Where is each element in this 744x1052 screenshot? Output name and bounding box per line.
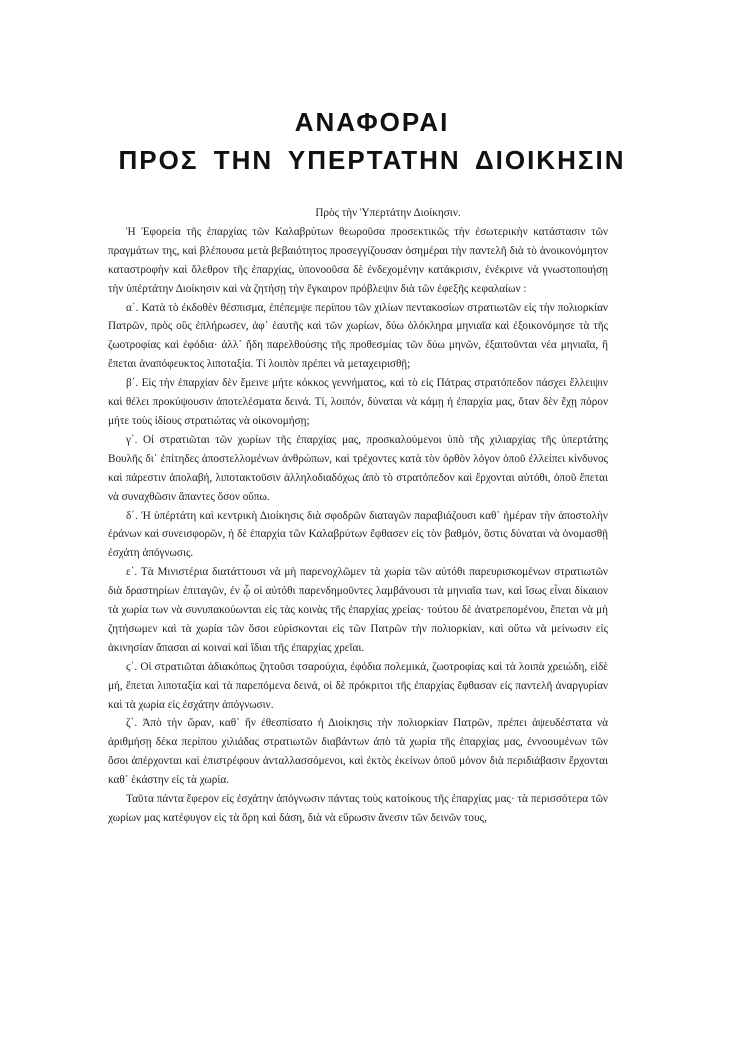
paragraph-alpha: α΄. Κατὰ τὸ ἐκδοθὲν θέσπισμα, ἐπέπεμψε περίπου τῶν χιλίων πεντακοσίων στρατιωτῶν εἰς τὴν πολιορκίαν Πατρῶν, πρὸς οὓς ἐπλήρωσεν, ἀφ᾽ ἑαυτῆς καὶ τῶν χωρίων, δύω ὁλόκληρα μηνιαῖα καὶ ἐξοικονόμησε τὰ τῆς ζωοτροφίας καὶ ἐφόδια· ἀλλ᾽ ἤδη παρελθούσης τῆς προθεσμίας τῶν δύω μηνῶν, ἐξαιτοῦνται νέα μηνιαῖα, ἢ ἕπεται ἀναπόφευκτος λιποταξία. Τί λοιπὸν πρέπει νὰ μεταχειρισθῇ; [108,301,608,371]
paragraph-epsilon: ε΄. Τὰ Μινιστέρια διατάττουσι νὰ μὴ παρενοχλῶμεν τὰ χωρία τῶν αὐτόθι παρευρισκομένων στρατιωτῶν διὰ δραστηρίων ἐπιταγῶν, ἐν ᾧ οἱ αὐτόθι παρενδημοῦντες λαμβάνουσι τὰ μηνιαῖα των, καὶ ἴσως εἶναι δίκαιον τὰ χωρία των νὰ συνυπακούωνται εἰς τὰς κοινὰς τῆς ἐπαρχίας χρείας· τούτου δὲ ἀνατρεπομένου, ἕπεται νὰ μὴ ζητήσωμεν καὶ τὰ χωρία τῶν ὅσοι εὑρίσκονται εἰς τῶν Πατρῶν τὴν πολιορκίαν, καὶ οὕτω νὰ μείνωσιν εἰς ἀκινησίαν ἅπασαι αἱ κοιναὶ καὶ ἴδιαι τῆς ἐπαρχίας χρεῖαι. [108,566,608,654]
paragraph-delta: δ΄. Ἡ ὑπέρτάτη καὶ κεντρικὴ Διοίκησις διὰ σφοδρῶν διαταγῶν παραβιάζουσι καθ᾽ ἡμέραν τὴν ἀποστολὴν ἐράνων καὶ συνεισφορῶν, ἡ δὲ ἐπαρχία τῶν Καλαβρύτων ἔφθασεν εἰς τὸν βαθμόν, ὅστις δύναται νὰ ὀνομασθῇ ἐσχάτη ἀπόγνωσις. [108,509,608,560]
title-line-1: ΑΝΑΦΟΡΑΙ [294,107,450,137]
title-line-2: ΠΡΟΣ ΤΗΝ ΥΠΕΡΤΑΤΗΝ ΔΙΟΙΚΗΣΙΝ [118,145,626,175]
title-block [0,103,744,179]
paragraph-gamma: γ΄. Οἱ στρατιῶται τῶν χωρίων τῆς ἐπαρχίας μας, προσκαλούμενοι ὑπὸ τῆς χιλιαρχίας τῆς ὑπερτάτης Βουλῆς δι᾽ ἐπίτηδες ἀποστελλομένων ἀνθρώπων, καὶ τρέχοντες κατὰ τὸν ὀρθὸν λόγον ὁποῦ ἐλλείπει κίνδυνος καὶ πάρεστιν ἀπολαβή, λιποτακτοῦσιν ἀλληλοδιαδόχως ἀπὸ τὸ στρατόπεδον καὶ ἔρχονται αὐτόθι, ὁποῦ ἕπεται νὰ συναχθῶσιν ἅπαντες ὅσον οὔπω. [108,433,608,503]
paragraph-stigma: ϛ΄. Οἱ στρατιῶται ἀδιακόπως ζητοῦσι τσαρούχια, ἐφόδια πολεμικά, ζωοτροφίας καὶ τὰ λοιπὰ χρειώδη, εἰδὲ μή, ἕπεται λιποταξία καὶ τὰ παρεπόμενα δεινά, οἱ δὲ πρόκριτοι τῆς ἐπαρχίας ἔφθασαν εἰς παντελῆ ἀναργυρίαν καὶ τὰ χωρία εἰς ἐσχάτην ἀπόγνωσιν. [108,660,608,711]
addressee-line: Πρὸς τὴν Ὑπερτάτην Διοίκησιν. [315,207,461,219]
paragraph-closing: Ταῦτα πάντα ἔφερον εἰς ἐσχάτην ἀπόγνωσιν πάντας τοὺς κατοίκους τῆς ἐπαρχίας μας· τὰ περισσότερα τῶν χωρίων μας κατέφυγον εἰς τὰ ὄρη καὶ δάση, διὰ νὰ εὕρωσιν ἄνεσιν τῶν δεινῶν τους, [108,793,608,824]
paragraph-intro: Ἡ Ἐφορεία τῆς ἐπαρχίας τῶν Καλαβρύτων θεωροῦσα προσεκτικῶς τὴν ἐσωτερικὴν κατάστασιν τῶν πραγμάτων της, καὶ βλέπουσα μετὰ βεβαιότητος προσεγγίζουσαν ὁσημέραι τὴν παντελῆ διὰ τὸ ἀνοικονόμητον καταστροφὴν καὶ ὄλεθρον τῆς ἐπαρχίας, ὑπονοοῦσα δὲ ἐνδεχομένην κατάκρισιν, ἐνέκρινε νὰ γνωστοποιήσῃ τὴν ὑπέρτάτην Διοίκησιν καὶ νὰ ζητήσῃ τὴν ἔγκαιρον πρόβλεψιν διὰ τῶν ἐφεξῆς κεφαλαίων : [108,225,608,295]
paragraph-beta: β΄. Εἰς τὴν ἐπαρχίαν δὲν ἔμεινε μήτε κόκκος γεννήματος, καὶ τὸ εἰς Πάτρας στρατόπεδον πάσχει ἔλλειψιν καὶ θέλει προκύψουσιν ἀποτελέσματα δεινά. Τί, λοιπόν, δύναται νὰ κάμῃ ἡ ἐπαρχία μας, ὅταν δὲν ἔχῃ πόρον μήτε τοὺς ἰδίους στρατιώτας νὰ οἰκονομήσῃ; [108,377,608,427]
paragraph-zeta: ζ΄. Ἀπὸ τὴν ὥραν, καθ᾽ ἣν ἐθεσπίσατο ἡ Διοίκησις τὴν πολιορκίαν Πατρῶν, πρέπει ἀψευδέστατα νὰ ἀριθμήσῃ δέκα περίπου χιλιάδας στρατιωτῶν διαβάντων ἀπὸ τὰ χωρία τῆς ἐπαρχίας μας, ἐννοουμένων τῶν ὅσοι ἀπέρχονται καὶ ἐπιστρέφουν ἀνταλλασσόμενοι, καὶ ἐκτὸς ἐκείνων ὁποῦ μόνον διὰ περιδιάβασιν ἔρχονται καθ᾽ ἑκάστην εἰς τὰ χωρία. [108,717,608,787]
body-text [108,204,608,828]
